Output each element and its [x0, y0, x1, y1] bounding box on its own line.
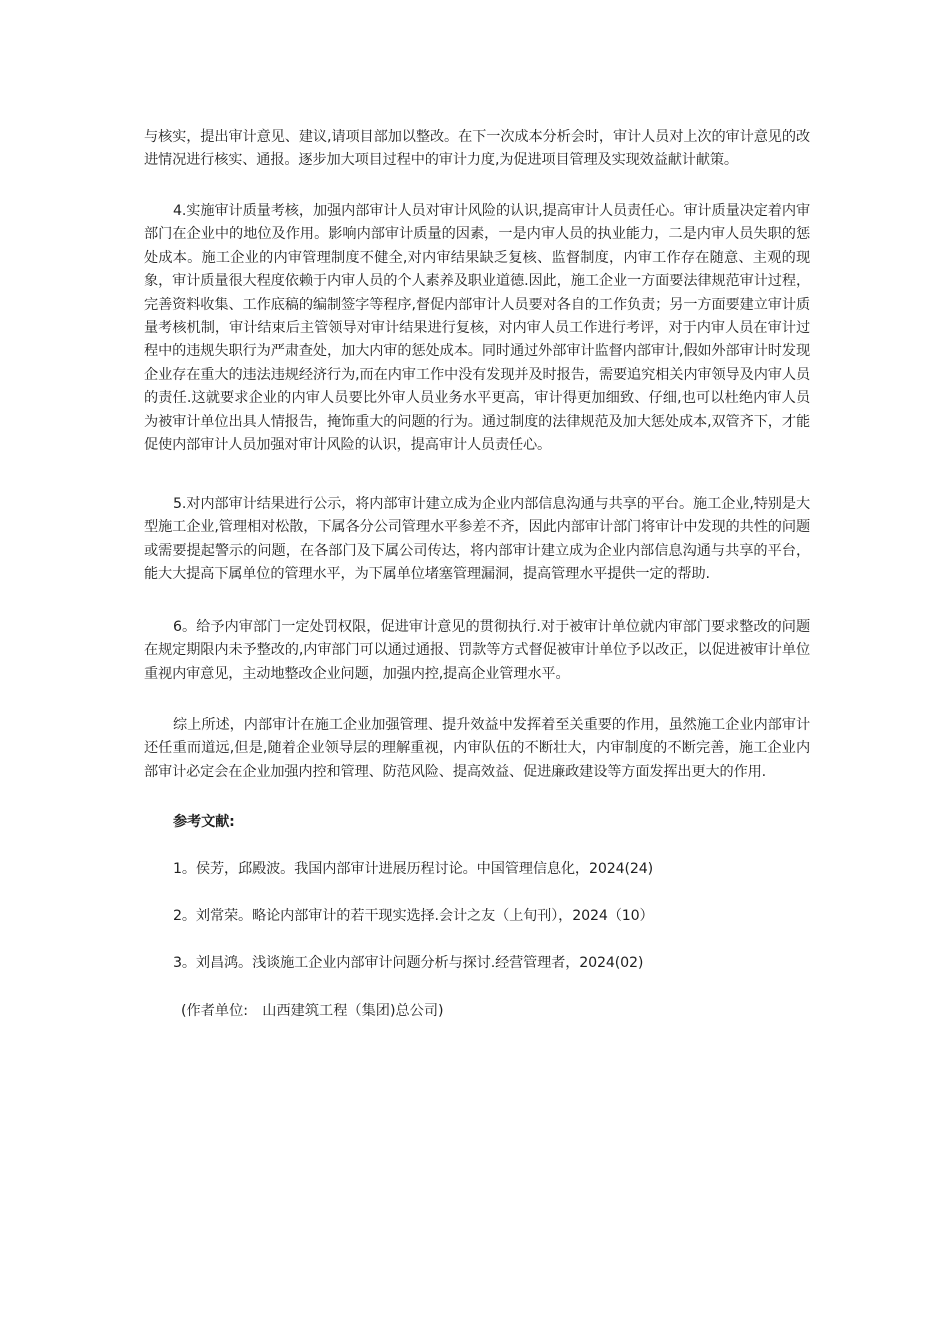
paragraph-summary: 综上所述，内部审计在施工企业加强管理、提升效益中发挥着至关重要的作用，虽然施工企业内部审计还任重而道远,但是,随着企业领导层的理解重视，内审队伍的不断壮大，内审制度的不断完善，施工企业内部审计必定会在企业加强内控和管理、防范风险、提高效益、促进廉政建设等方面发挥出更大的作用.: [144, 717, 810, 780]
reference-2: 2。刘常荣。略论内部审计的若干现实选择.会计之友（上旬刊），2024（10）: [173, 908, 654, 924]
references-heading: 参考文献:: [173, 814, 235, 830]
paragraph-item-5: 5.对内部审计结果进行公示，将内部审计建立成为企业内部信息沟通与共享的平台。施工企业,特别是大型施工企业,管理相对松散，下属各分公司管理水平参差不齐，因此内部审计部门将审计中发现的共性的问题或需要提起警示的问题，在各部门及下属公司传达，将内部审计建立成为企业内部信息沟通与共享的平台，能大大提高下属单位的管理水平，为下属单位堵塞管理漏洞，提高管理水平提供一定的帮助.: [144, 496, 810, 583]
reference-3: 3。刘昌鸿。浅谈施工企业内部审计问题分析与探讨.经营管理者，2024(02): [173, 955, 644, 971]
paragraph-item-6: 6。给予内审部门一定处罚权限，促进审计意见的贯彻执行.对于被审计单位就内审部门要求整改的问题在规定期限内未予整改的,内审部门可以通过通报、罚款等方式督促被审计单位予以改正，以促进被审计单位重视内审意见，主动地整改企业问题，加强内控,提高企业管理水平。: [144, 619, 810, 682]
reference-1: 1。侯芳，邱殿波。我国内部审计进展历程讨论。中国管理信息化，2024(24): [173, 861, 653, 877]
paragraph-intro: 与核实，提出审计意见、建议,请项目部加以整改。在下一次成本分析会时，审计人员对上次的审计意见的改进情况进行核实、通报。逐步加大项目过程中的审计力度,为促进项目管理及实现效益献计献策。: [144, 129, 810, 169]
author-unit-note: (作者单位: 山西建筑工程（集团)总公司): [181, 1003, 444, 1019]
paragraph-item-4: 4.实施审计质量考核，加强内部审计人员对审计风险的认识,提高审计人员责任心。审计质量决定着内审部门在企业中的地位及作用。影响内部审计质量的因素，一是内审人员的执业能力，二是内审人员失职的惩处成本。施工企业的内审管理制度不健全,对内审结果缺乏复核、监督制度，内审工作存在随意、主观的现象，审计质量很大程度依赖于内审人员的个人素养及职业道德.因此，施工企业一方面要法律规范审计过程，完善资料收集、工作底稿的编制签字等程序,督促内部审计人员要对各自的工作负责；另一方面要建立审计质量考核机制，审计结束后主管领导对审计结果进行复核，对内审人员工作进行考评，对于内审人员在审计过程中的违规失职行为严肃查处，加大内审的惩处成本。同时通过外部审计监督内部审计,假如外部审计时发现企业存在重大的违法违规经济行为,而在内审工作中没有发现并及时报告，需要追究相关内审领导及内审人员的责任.这就要求企业的内审人员要比外审人员业务水平更高，审计得更加细致、仔细,也可以杜绝内审人员为被审计单位出具人情报告，掩饰重大的问题的行为。通过制度的法律规范及加大惩处成本,双管齐下，才能促使内部审计人员加强对审计风险的认识，提高审计人员责任心。: [144, 203, 810, 454]
